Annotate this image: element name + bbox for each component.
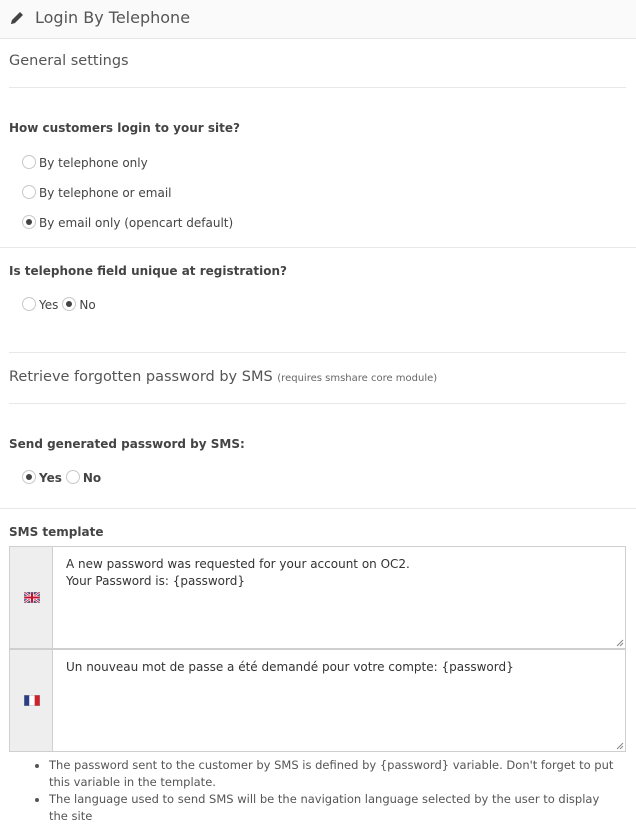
fr-flag-icon xyxy=(24,695,40,706)
radio-option-email-only[interactable]: By email only (opencart default) xyxy=(22,213,233,230)
page-header xyxy=(0,0,636,39)
sms-template-textarea-fr[interactable]: Un nouveau mot de passe a été demandé pour votre compte: {password} xyxy=(66,660,514,674)
pencil-icon xyxy=(9,10,25,26)
resize-grip-icon[interactable] xyxy=(615,638,624,647)
general-settings-title: General settings xyxy=(9,53,129,69)
radio-send-yes[interactable] xyxy=(22,470,36,484)
radio-telephone-or-email[interactable] xyxy=(22,185,36,199)
divider xyxy=(9,403,626,404)
divider xyxy=(0,247,636,248)
login-method-label: How customers login to your site? xyxy=(9,121,240,135)
language-cell xyxy=(10,547,53,648)
uk-flag-icon xyxy=(24,592,40,603)
help-notes xyxy=(31,757,621,825)
sms-template-label: SMS template xyxy=(9,525,104,539)
radio-email-only[interactable] xyxy=(22,215,36,229)
sms-section-title xyxy=(9,369,437,385)
divider xyxy=(0,508,636,509)
radio-unique-yes[interactable] xyxy=(22,297,36,311)
radio-telephone-only[interactable] xyxy=(22,155,36,169)
send-password-label: Send generated password by SMS: xyxy=(9,437,245,451)
radio-send-no[interactable] xyxy=(66,470,80,484)
radio-unique-yes-label[interactable]: Yes xyxy=(39,298,59,312)
sms-template-english xyxy=(9,546,626,649)
resize-grip-icon[interactable] xyxy=(615,741,624,750)
sms-section-title-text: Retrieve forgotten password by SMS xyxy=(9,369,273,385)
radio-unique-no-label[interactable]: No xyxy=(79,298,96,312)
send-password-radio-group xyxy=(22,468,101,485)
help-note: • The password sent to the customer by SMS is defined by {password} variable. Don't forget to put this variable in the template. xyxy=(49,757,621,791)
radio-send-no-label[interactable]: No xyxy=(82,471,102,485)
unique-telephone-label: Is telephone field unique at registration? xyxy=(9,264,287,278)
sms-template-textarea-en[interactable]: A new password was requested for your account on OC2. Your Password is: {password} xyxy=(66,557,410,588)
divider xyxy=(9,87,626,88)
divider xyxy=(9,352,626,353)
unique-telephone-radio-group xyxy=(22,295,96,312)
language-cell xyxy=(10,650,53,751)
page-title: Login By Telephone xyxy=(35,8,191,27)
radio-send-yes-label[interactable]: Yes xyxy=(39,471,62,485)
radio-option-telephone-or-email[interactable]: By telephone or email xyxy=(22,183,172,200)
radio-option-telephone-only[interactable]: By telephone only xyxy=(22,153,148,170)
radio-unique-no[interactable] xyxy=(62,297,76,311)
sms-section-note: (requires smshare core module) xyxy=(277,373,438,384)
sms-template-french xyxy=(9,649,626,752)
help-note: • The language used to send SMS will be the navigation language selected by the user to display the site xyxy=(49,791,621,825)
